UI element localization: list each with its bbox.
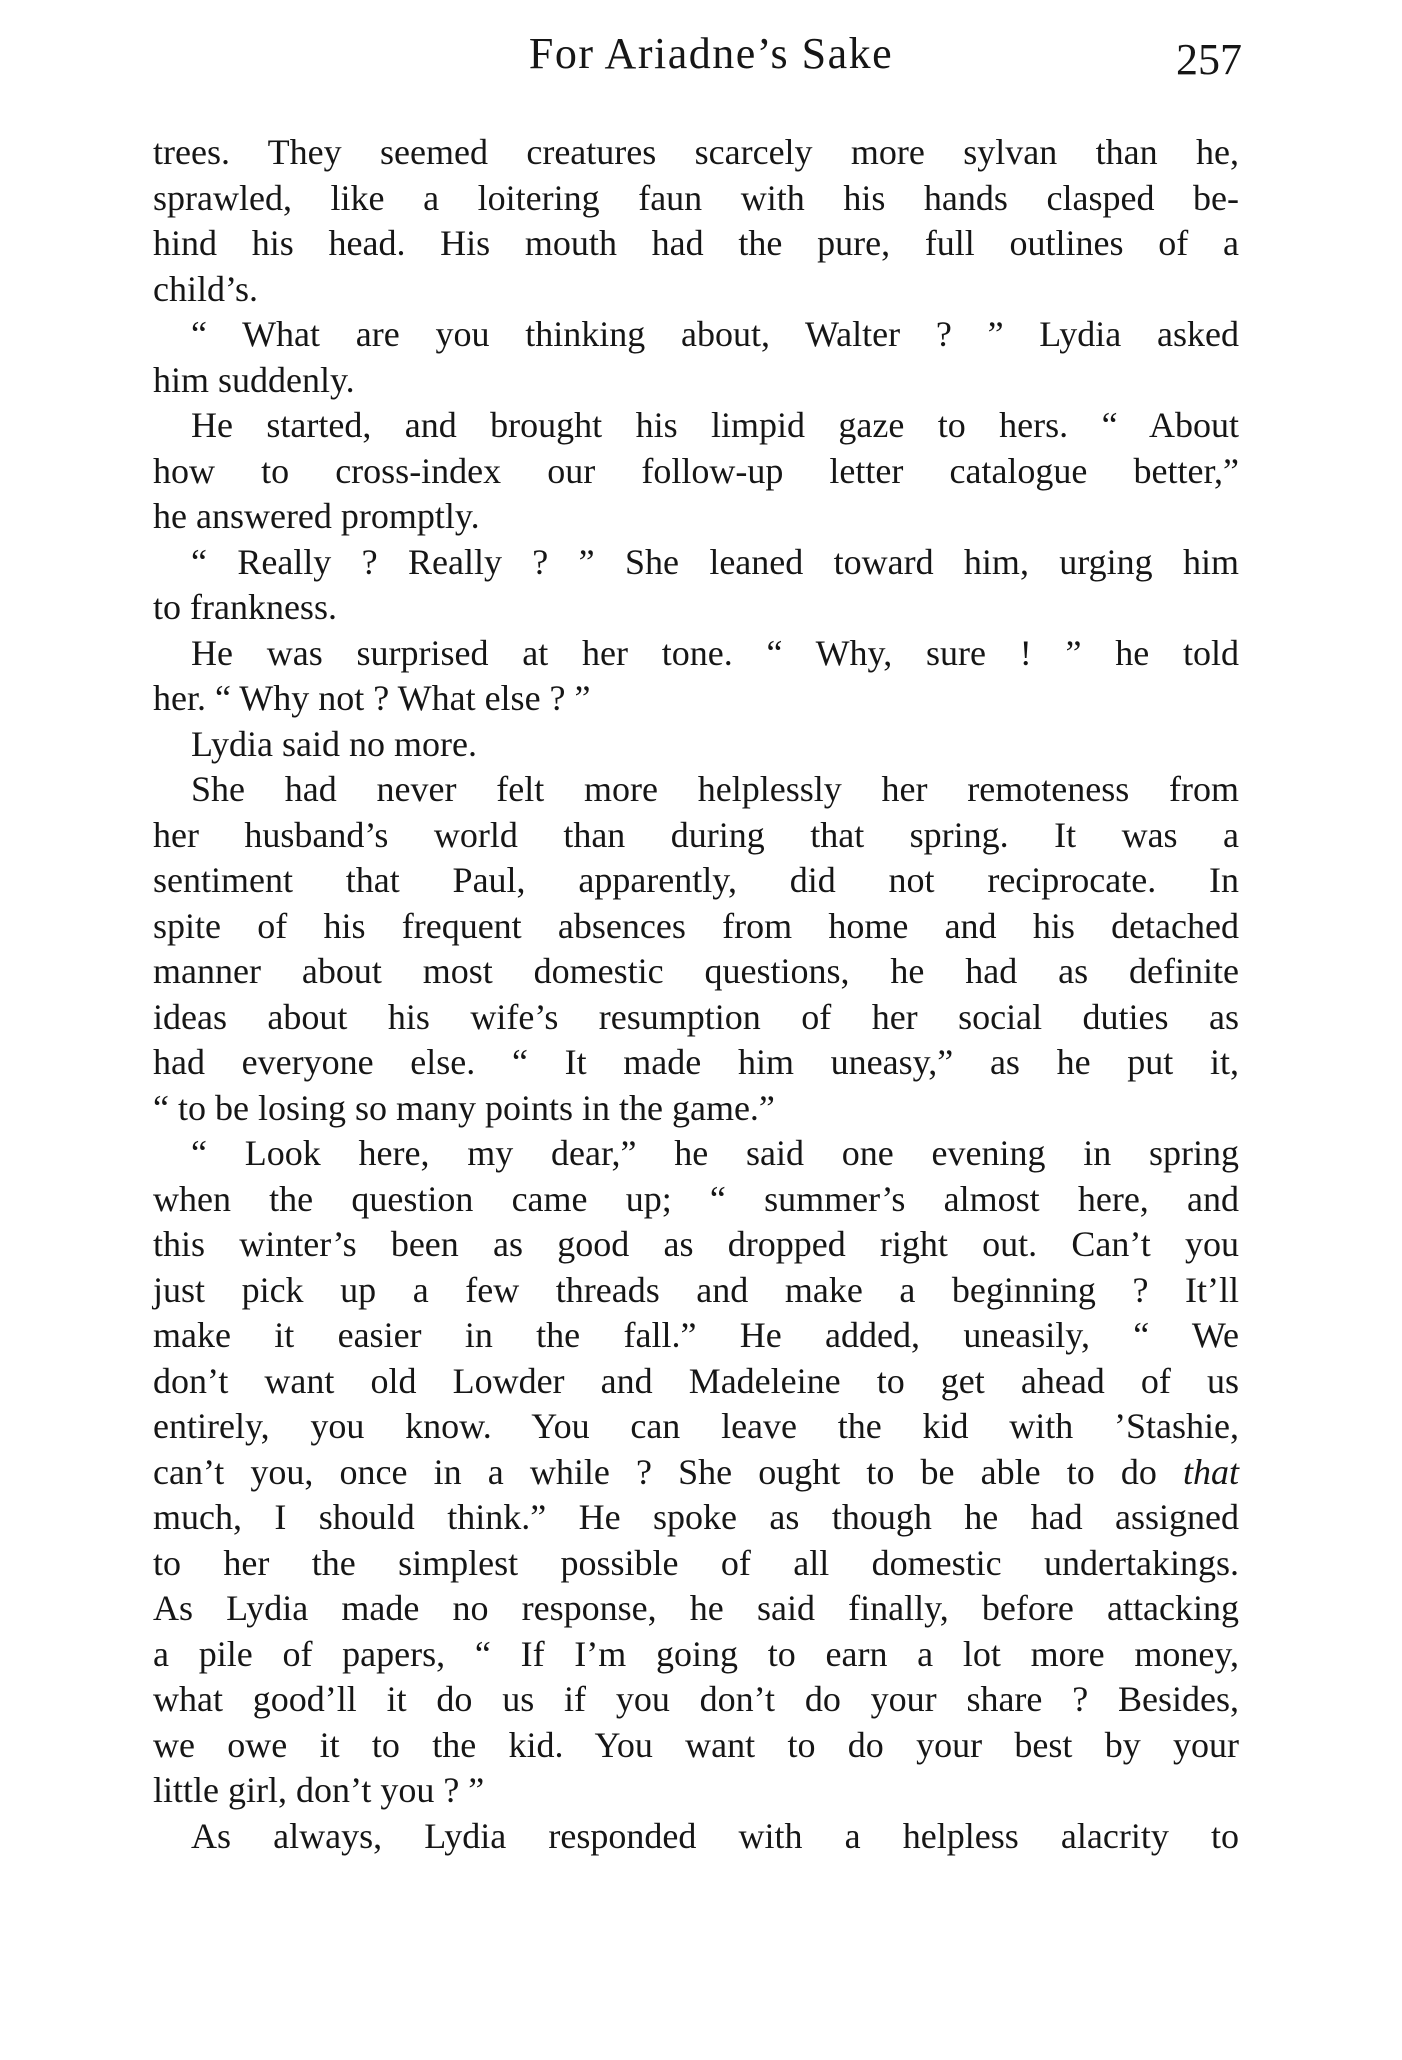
text-line: sprawled, like a loitering faun with his hands clasped be- bbox=[153, 177, 1239, 218]
text-line: we owe it to the kid. You want to do your best by your bbox=[153, 1724, 1239, 1765]
text-line: had everyone else. “ It made him uneasy,” as he put it, bbox=[153, 1042, 1239, 1082]
text-line: little girl, don’t you ? ” bbox=[153, 1770, 485, 1810]
text-line: sentiment that Paul, apparently, did not reciprocate. In bbox=[153, 860, 1239, 900]
paragraph bbox=[153, 722, 1239, 768]
text-line: don’t want old Lowder and Madeleine to get ahead of us bbox=[153, 1360, 1239, 1401]
paragraph bbox=[153, 312, 1239, 403]
text-segment: can’t you, once in a while ? She ought to be able to do bbox=[153, 1451, 1183, 1492]
paragraph bbox=[153, 540, 1239, 631]
paragraph bbox=[153, 631, 1239, 722]
text-line: this winter’s been as good as dropped right out. Can’t you bbox=[153, 1224, 1239, 1264]
text-line: how to cross-index our follow-up letter catalogue better,” bbox=[153, 450, 1239, 491]
text-line: “ Look here, my dear,” he said one evening in spring bbox=[191, 1133, 1239, 1173]
italic-emphasis: that bbox=[1182, 1451, 1239, 1492]
paragraph bbox=[153, 1131, 1239, 1814]
paragraph bbox=[153, 403, 1239, 540]
text-line: he answered promptly. bbox=[153, 496, 480, 536]
text-line: a pile of papers, “ If I’m going to earn a lot more money, bbox=[153, 1633, 1239, 1674]
text-line: to her the simplest possible of all domestic undertakings. bbox=[153, 1542, 1239, 1583]
text-line: As Lydia made no response, he said finally, before attacking bbox=[153, 1588, 1239, 1628]
text-line: “ Really ? Really ? ” She leaned toward him, urging him bbox=[191, 541, 1239, 582]
text-line: ideas about his wife’s resumption of her social duties as bbox=[153, 996, 1239, 1037]
text-line bbox=[153, 1450, 1239, 1496]
text-line: He was surprised at her tone. “ Why, sure ! ” he told bbox=[191, 632, 1239, 673]
text-line: him suddenly. bbox=[153, 359, 355, 400]
text-line: her. “ Why not ? What else ? ” bbox=[153, 678, 591, 718]
text-line: “ to be losing so many points in the game.” bbox=[153, 1087, 775, 1128]
paragraph bbox=[153, 130, 1239, 312]
body-text bbox=[153, 130, 1239, 1859]
page-number: 257 bbox=[1176, 35, 1242, 84]
text-line: just pick up a few threads and make a beginning ? It’ll bbox=[153, 1269, 1239, 1310]
text-line: “ What are you thinking about, Walter ? ” Lydia asked bbox=[191, 314, 1239, 354]
text-line: manner about most domestic questions, he had as definite bbox=[153, 951, 1239, 991]
page-header bbox=[0, 28, 1402, 88]
text-line: hind his head. His mouth had the pure, full outlines of a bbox=[153, 223, 1239, 263]
text-line: trees. They seemed creatures scarcely more sylvan than he, bbox=[153, 132, 1239, 172]
text-line: Lydia said no more. bbox=[191, 723, 477, 764]
paragraph bbox=[153, 767, 1239, 1131]
running-title: For Ariadne’s Sake bbox=[528, 29, 894, 78]
text-line: entirely, you know. You can leave the kid with ’Stashie, bbox=[153, 1406, 1239, 1446]
text-line: what good’ll it do us if you don’t do your share ? Besides, bbox=[153, 1679, 1239, 1719]
text-line: spite of his frequent absences from home and his detached bbox=[153, 905, 1239, 946]
text-line: much, I should think.” He spoke as though he had assigned bbox=[153, 1497, 1239, 1537]
text-line: make it easier in the fall.” He added, uneasily, “ We bbox=[153, 1315, 1239, 1355]
text-line: to frankness. bbox=[153, 587, 337, 627]
text-line: child’s. bbox=[153, 268, 258, 309]
text-line: He started, and brought his limpid gaze to hers. “ About bbox=[191, 405, 1239, 445]
text-line: As always, Lydia responded with a helpless alacrity to bbox=[191, 1815, 1239, 1856]
text-line: her husband’s world than during that spring. It was a bbox=[153, 814, 1239, 855]
paragraph bbox=[153, 1814, 1239, 1860]
text-line: when the question came up; “ summer’s almost here, and bbox=[153, 1178, 1239, 1219]
text-line: She had never felt more helplessly her remoteness from bbox=[191, 769, 1239, 809]
